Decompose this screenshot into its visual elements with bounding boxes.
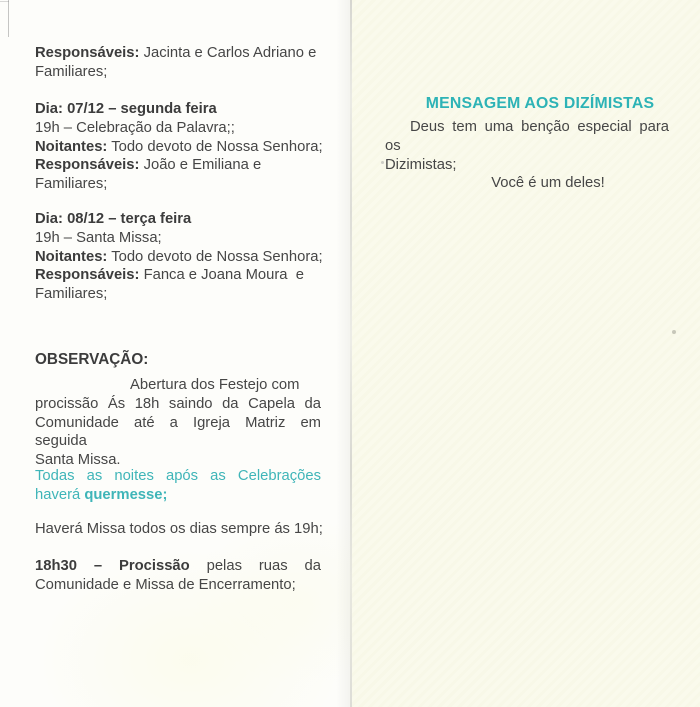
mensagem-body: [385, 118, 669, 193]
fold-gutter-shadow: [336, 0, 350, 707]
scan-speck: [381, 161, 384, 164]
procissao-rest: pelas ruas da: [189, 558, 321, 574]
label-responsaveis: Responsáveis:: [35, 45, 140, 61]
observacao-paragraph: [35, 376, 321, 470]
text-line: 19h – Santa Missa;: [35, 229, 162, 246]
noitantes-text: Todo devoto de Nossa Senhora;: [107, 248, 323, 265]
text-line: [35, 44, 321, 63]
closing-line: Você é um deles!: [491, 175, 605, 192]
text-line: [35, 248, 321, 267]
text-line: Dizimistas;: [385, 156, 457, 173]
text-line: Santa Missa.: [35, 452, 121, 469]
text-line: Todas as noites após as Celebrações: [35, 468, 321, 484]
responsaveis-names: João e Emiliana e: [139, 157, 262, 174]
label-responsaveis: Responsáveis:: [35, 267, 140, 284]
text-line: Comunidade e Missa de Encerramento;: [35, 576, 296, 593]
noitantes-text: Todo devoto de Nossa Senhora;: [107, 138, 323, 155]
responsaveis-names: Jacinta e Carlos Adriano e: [139, 45, 317, 61]
text-line: 19h – Celebração da Palavra;;: [35, 119, 235, 136]
text-line: [35, 486, 321, 505]
day-heading: [35, 210, 321, 229]
scan-edge-artifact-horizontal: [0, 1, 9, 2]
missa-note: [35, 520, 321, 539]
scan-speck: [672, 330, 676, 334]
label-noitantes: Noitantes:: [35, 248, 108, 265]
quermesse-regular: haverá: [35, 486, 85, 503]
text-line: Familiares;: [35, 176, 108, 193]
label-responsaveis: Responsáveis:: [35, 157, 140, 174]
text-line: procissão Ás 18h saindo da Capela da: [35, 395, 321, 412]
responsaveis-continuation-block: [35, 44, 321, 82]
quermesse-bold: quermesse;: [84, 486, 168, 503]
schedule-block-dia-08-12: [35, 210, 321, 304]
text-line: [35, 557, 321, 576]
schedule-block-dia-07-12: [35, 100, 321, 194]
text-line: Comunidade até a Igreja Matriz em seguida: [35, 414, 321, 450]
day-heading: [35, 100, 321, 119]
mensagem-title-block: [385, 95, 669, 114]
text-line: Abertura dos Festejo com: [130, 377, 300, 393]
observacao-heading-block: [35, 351, 321, 370]
label-noitantes: Noitantes:: [35, 138, 108, 155]
text-line: Haverá Missa todos os dias sempre ás 19h;: [35, 521, 323, 537]
scan-edge-artifact-vertical: [8, 0, 9, 37]
procissao-note: [35, 557, 321, 595]
mensagem-title: MENSAGEM AOS DIZÍMISTAS: [425, 95, 655, 112]
text-line: Familiares;: [35, 286, 108, 303]
day-heading-text: Dia: 07/12 – segunda feira: [35, 101, 217, 117]
text-line: [35, 266, 321, 285]
responsaveis-names: Fanca e Joana Moura e: [139, 267, 304, 284]
observacao-heading: OBSERVAÇÃO:: [35, 351, 149, 368]
procissao-time-bold: 18h30 – Procissão: [35, 558, 190, 574]
day-heading-text: Dia: 08/12 – terça feira: [35, 211, 192, 227]
text-line: [35, 156, 321, 175]
text-line: Deus tem uma benção especial para os: [385, 119, 669, 154]
text-line: Familiares;: [35, 63, 108, 80]
quermesse-note: [35, 467, 321, 505]
fold-line: [350, 0, 352, 707]
text-line: [35, 138, 321, 157]
